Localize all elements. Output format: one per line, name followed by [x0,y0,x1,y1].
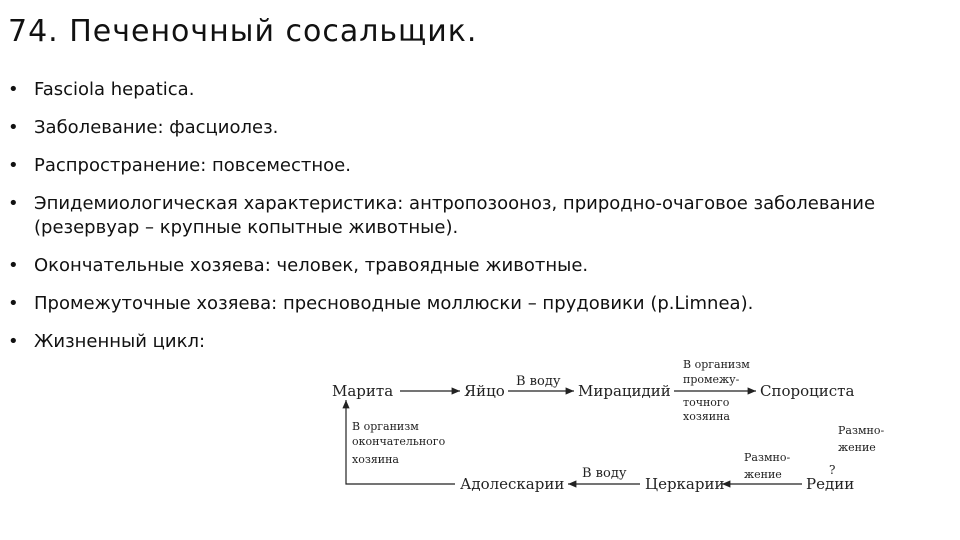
node-redia: Редии [806,475,855,493]
label-into-final-line2: окончательного [352,435,446,448]
bullet-dot: • [8,193,19,214]
label-to-water-bottom: В воду [582,466,627,481]
bullet-text: Окончательные хозяева: человек, травоядные животные. [34,255,589,276]
node-adolescaria: Адолескарии [460,475,565,493]
label-into-final-line3: хозяина [352,453,399,466]
bullet-dot: • [8,331,19,352]
label-into-intermediate-line2: промежу- [683,373,740,386]
bullet-definitive-hosts [8,254,948,278]
label-reproduction-top-line1: Размно- [838,424,885,437]
bullet-epidemiology [8,192,948,240]
slide-title: 74. Печеночный сосальщик. [8,14,478,49]
label-into-intermediate-line4: хозяина [683,410,730,423]
label-into-intermediate-line1: В организм [683,358,750,371]
bullet-disease [8,116,948,140]
node-marita: Марита [332,382,394,400]
bullet-distribution [8,154,948,178]
bullet-text: Эпидемиологическая характеристика: антропозооноз, природно-очаговое заболевание (резервуар – крупные копытные животные). [34,193,876,238]
bullet-text: Жизненный цикл: [34,331,206,352]
bullet-dot: • [8,293,19,314]
bullet-text: Распространение: повсеместное. [34,155,351,176]
bullet-life-cycle [8,330,948,354]
bullet-intermediate-hosts [8,292,948,316]
arrow-adolescaria-marita [346,400,455,484]
bullet-dot: • [8,79,19,100]
bullet-text: Fasciola hepatica. [34,79,195,100]
label-reproduction-top-line2: жение [838,441,876,454]
label-reproduction-bottom-line2: жение [744,468,782,481]
label-reproduction-bottom-line1: Размно- [744,451,791,464]
label-into-intermediate-line3: точного [683,396,730,409]
bullet-dot: • [8,255,19,276]
label-to-water-top: В воду [516,374,561,389]
bullet-text: Промежуточные хозяева: пресноводные моллюски – прудовики (р.Limnea). [34,293,754,314]
node-miracidium: Мирацидий [578,382,671,400]
bullet-list [8,78,948,368]
bullet-species [8,78,948,102]
label-into-final-line1: В организм [352,420,419,433]
node-cercaria: Церкарии [645,475,725,493]
bullet-text: Заболевание: фасциолез. [34,117,279,138]
node-egg: Яйцо [464,382,505,400]
bullet-dot: • [8,117,19,138]
label-question-mark: ? [829,463,836,477]
node-sporocyst: Спороциста [760,382,855,400]
bullet-dot: • [8,155,19,176]
